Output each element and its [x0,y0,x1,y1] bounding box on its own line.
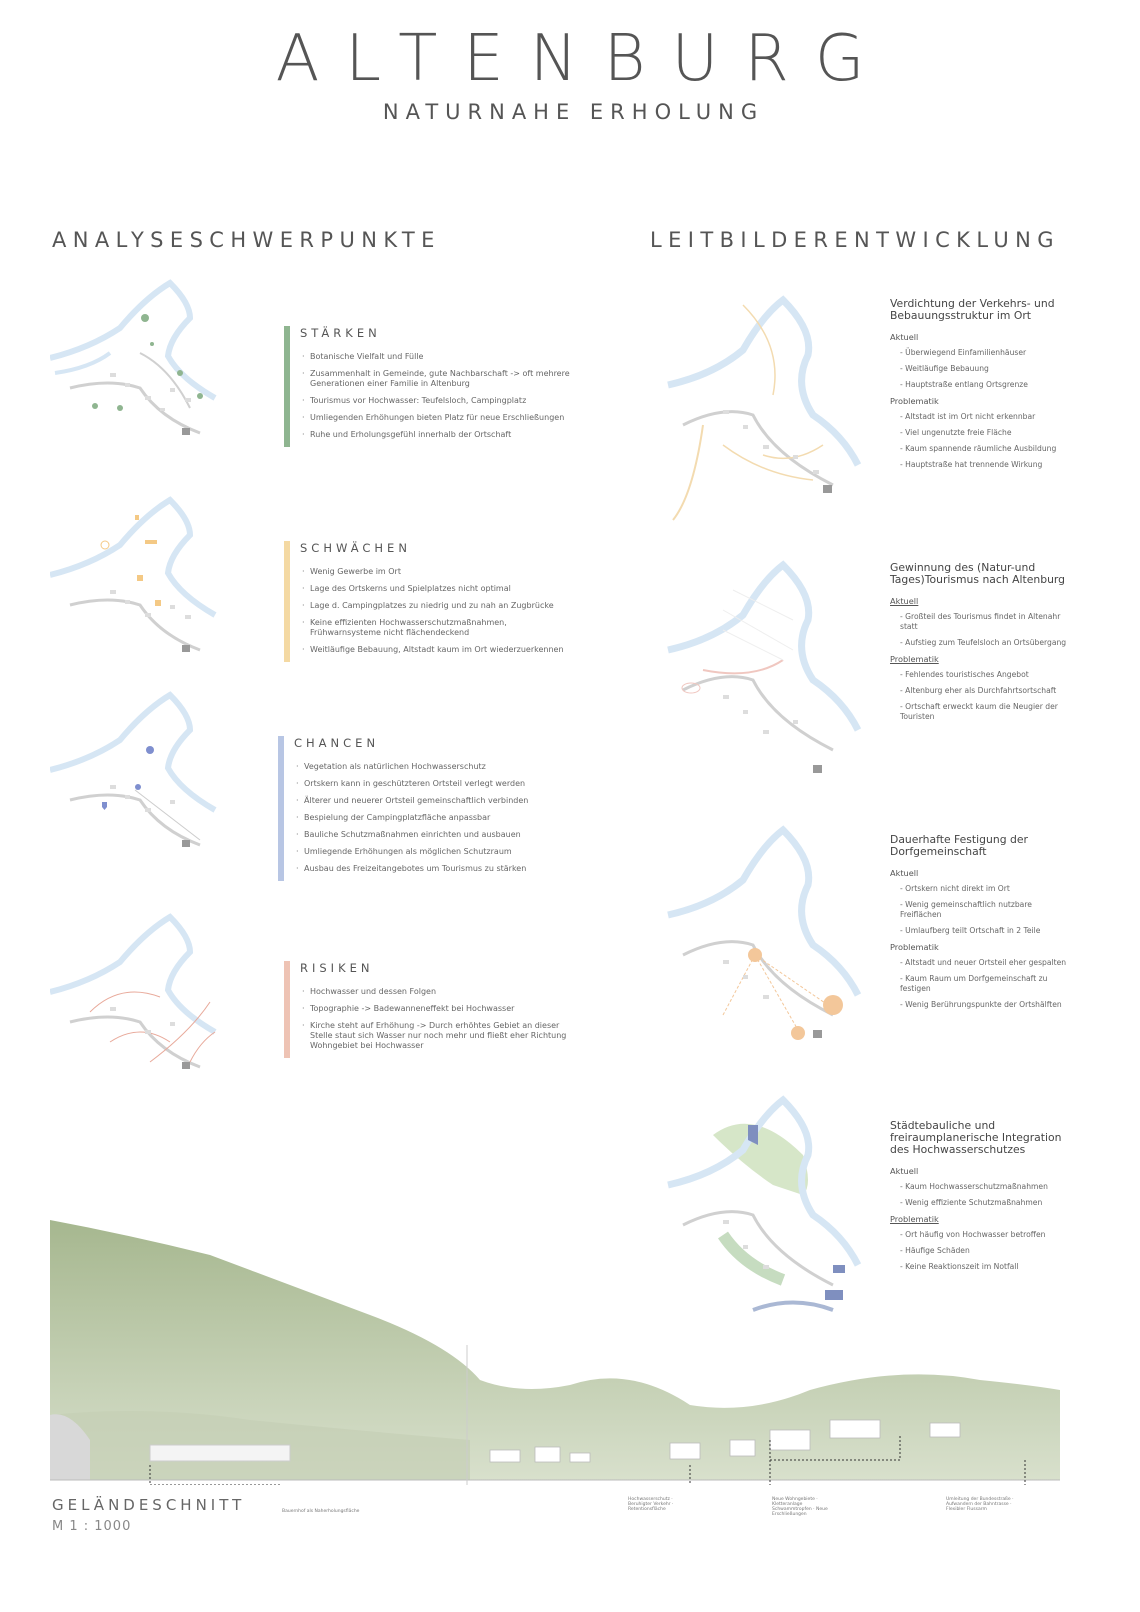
list-item: - Überwiegend Einfamilienhäuser [900,348,1070,358]
list-item: · Hochwasser und dessen Folgen [300,987,570,997]
leitbild-heading: Städtebauliche und freiraumplanerische Integration des Hochwasserschutzes [890,1119,1062,1156]
list-item: - Weitläufige Bebauung [900,364,1070,374]
list-item: · Lage des Ortskerns und Spielplatzes nicht optimal [300,584,570,594]
list-item: - Wenig gemeinschaftlich nutzbare Freiflächen [900,900,1070,920]
list-item: · Zusammenhalt in Gemeinde, gute Nachbarschaft -> oft mehrere Generationen einer Familie in Altenburg [300,369,570,389]
list-item: - Altstadt und neuer Ortsteil eher gespalten [900,958,1070,968]
schwaechen-map [50,495,235,670]
problematik-label: Problematik [890,654,939,664]
risiken-map [50,912,235,1087]
annotation-4: Umleitung der Bundesstraße · Aufwandern der Bahntrasse · Flexibler Flussarm [946,1497,1014,1512]
list-item: · Kirche steht auf Erhöhung -> Durch erhöhtes Gebiet an dieser Stelle staut sich Wasser nur noch mehr und fließt eher Richtung Wohngebiet bei Hochwasser [300,1021,570,1051]
problematik-label: Problematik [890,1214,939,1224]
annotation-3: Neue Wohngebiete · Kletteranlage Schwammtropfen · Neue Erschließungen [772,1497,828,1517]
leitbild-heading: Verdichtung der Verkehrs- und Bebauungsstruktur im Ort [890,297,1055,322]
list-item: - Umlaufberg teilt Ortschaft in 2 Teile [900,926,1070,936]
list-item: · Ortskern kann in geschützteren Ortsteil verlegt werden [294,779,570,789]
list-item: - Kaum Hochwasserschutzmaßnahmen [900,1182,1070,1192]
list-item: - Altstadt ist im Ort nicht erkennbar [900,412,1070,422]
list-item: - Ort häufig von Hochwasser betroffen [900,1230,1070,1240]
leitbild-map-1 [663,295,863,525]
problematik-label: Problematik [890,396,939,406]
list-item: - Ortschaft erweckt kaum die Neugier der Touristen [900,702,1070,722]
chancen-heading: CHANCEN [294,736,380,750]
schwaechen-block [284,541,570,662]
list-item: - Großteil des Tourismus findet in Altenahr statt [900,612,1070,632]
risiken-block [284,961,570,1058]
staerken-map [50,278,235,453]
leitbild-heading: Gewinnung des (Natur-und Tages)Tourismus nach Altenburg [890,561,1066,586]
chancen-map [50,690,235,865]
aktuell-label: Aktuell [890,868,919,878]
section-label: GELÄNDESCHNITT [52,1496,246,1514]
staerken-block [284,326,570,447]
aktuell-label: Aktuell [890,596,919,606]
list-item: - Keine Reaktionszeit im Notfall [900,1262,1070,1272]
risiken-heading: RISIKEN [300,961,374,975]
list-item: - Viel ungenutzte freie Fläche [900,428,1070,438]
leitbild-map-2 [663,560,863,790]
list-item: · Ruhe und Erholungsgefühl innerhalb der Ortschaft [300,430,570,440]
annotation-1: Bauernhof als Naherholungsfläche [282,1509,360,1514]
annotation-2: Hochwasserschutz · Beruhigter Verkehr · Retentionsfläche [628,1497,674,1512]
staerken-heading: STÄRKEN [300,326,381,340]
leitbild-block-3 [890,834,1070,1016]
page-subtitle: NATURNAHE ERHOLUNG [382,100,765,124]
list-item: - Hauptstraße hat trennende Wirkung [900,460,1070,470]
section-scale: M 1 : 1000 [52,1519,132,1534]
analysis-section-title: ANALYSESCHWERPUNKTE [52,228,441,252]
list-item: - Hauptstraße entlang Ortsgrenze [900,380,1070,390]
list-item: · Lage d. Campingplatzes zu niedrig und zu nah an Zugbrücke [300,601,570,611]
problematik-label: Problematik [890,942,939,952]
list-item: · Älterer und neuerer Ortsteil gemeinschaftlich verbinden [294,796,570,806]
chancen-block [278,736,570,881]
list-item: - Fehlendes touristisches Angebot [900,670,1070,680]
list-item: · Umliegende Erhöhungen als möglichen Schutzraum [294,847,570,857]
list-item: · Keine effizienten Hochwasserschutzmaßnahmen, Frühwarnsysteme nicht flächendeckend [300,618,570,638]
list-item: - Altenburg eher als Durchfahrtsortschaft [900,686,1070,696]
list-item: - Aufstieg zum Teufelsloch an Ortsübergang [900,638,1070,648]
list-item: - Kaum Raum um Dorfgemeinschaft zu festigen [900,974,1070,994]
schwaechen-heading: SCHWÄCHEN [300,541,411,555]
list-item: - Wenig Berührungspunkte der Ortshälften [900,1000,1070,1010]
leitbild-heading: Dauerhafte Festigung der Dorfgemeinschaft [890,833,1028,858]
leitbild-map-3 [663,825,863,1055]
list-item: - Kaum spannende räumliche Ausbildung [900,444,1070,454]
list-item: · Weitläufige Bebauung, Altstadt kaum im Ort wiederzuerkennen [300,645,570,655]
list-item: - Häufige Schäden [900,1246,1070,1256]
leitbild-block-2 [890,562,1070,728]
list-item: · Ausbau des Freizeitangebotes um Tourismus zu stärken [294,864,570,874]
list-item: · Topographie -> Badewanneneffekt bei Hochwasser [300,1004,570,1014]
list-item: · Bespielung der Campingplatzfläche anpassbar [294,813,570,823]
list-item: · Vegetation als natürlichen Hochwasserschutz [294,762,570,772]
list-item: · Wenig Gewerbe im Ort [300,567,570,577]
aktuell-label: Aktuell [890,332,919,342]
leitbild-section-title: LEITBILDERENTWICKLUNG [650,228,1060,252]
list-item: · Botanische Vielfalt und Fülle [300,352,570,362]
list-item: - Wenig effiziente Schutzmaßnahmen [900,1198,1070,1208]
list-item: · Tourismus vor Hochwasser: Teufelsloch, Campingplatz [300,396,570,406]
list-item: · Bauliche Schutzmaßnahmen einrichten und ausbauen [294,830,570,840]
list-item: · Umliegenden Erhöhungen bieten Platz für neue Erschließungen [300,413,570,423]
list-item: - Ortskern nicht direkt im Ort [900,884,1070,894]
aktuell-label: Aktuell [890,1166,919,1176]
page-title: ALTENBURG [275,22,891,96]
leitbild-block-1 [890,298,1070,476]
terrain-section [50,1215,1060,1485]
